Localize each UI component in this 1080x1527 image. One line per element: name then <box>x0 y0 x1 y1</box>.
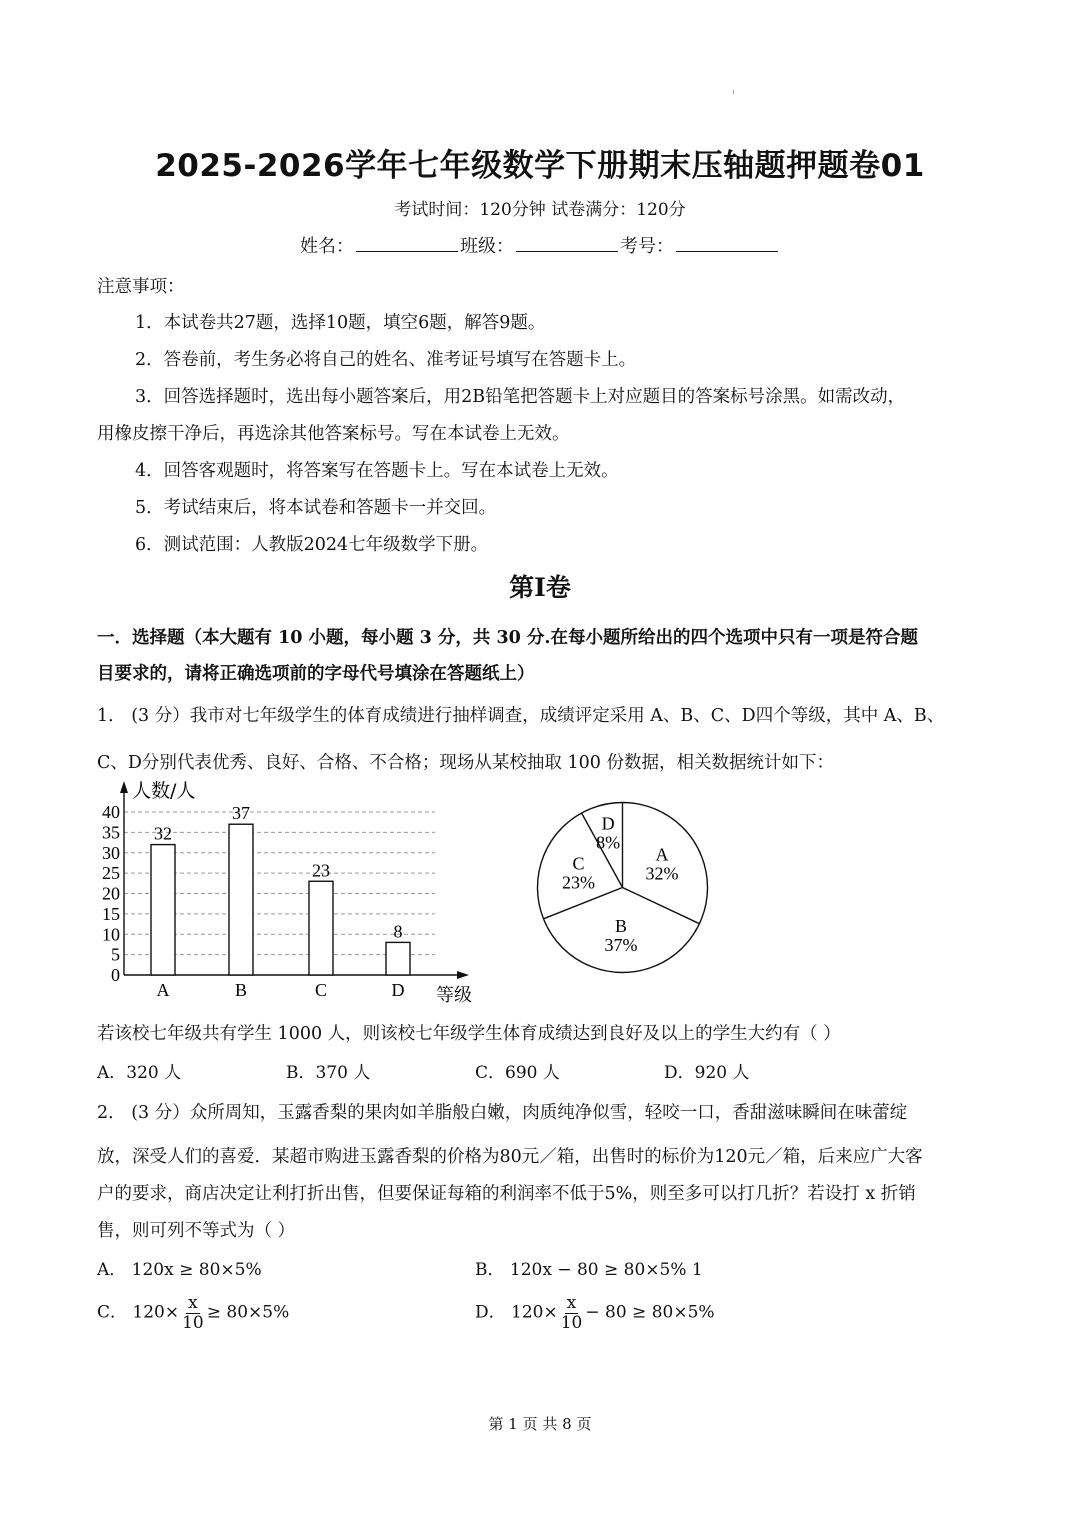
x-axis-title: 等级 <box>436 985 472 1006</box>
bar-value-label: 23 <box>312 860 330 881</box>
question-2-stem-cont: 户的要求，商店决定让利打折出售，但要保证每箱的利润率不低于5%，则至多可以打几折？若设打 x 折销 <box>97 1184 916 1204</box>
notice-heading: 注意事项： <box>97 277 185 297</box>
fraction-numerator: x <box>188 1293 198 1313</box>
pie-slice-percent: 23% <box>562 872 596 893</box>
y-tick-label: 0 <box>111 965 120 985</box>
option-c[interactable] <box>97 1294 289 1332</box>
page-footer: 第 1 页 共 8 页 <box>488 1415 592 1433</box>
bar <box>386 942 410 975</box>
option-d[interactable] <box>475 1294 715 1332</box>
option-c-suffix: ≥ 80×5% <box>206 1302 290 1323</box>
pie-slice-label: C <box>572 853 585 874</box>
number-label: 考号： <box>620 236 674 257</box>
bar-value-label: 32 <box>154 823 172 844</box>
x-tick-label: D <box>391 980 405 1000</box>
pie-slice-percent: 32% <box>645 863 679 884</box>
y-axis-title: 人数/人 <box>132 780 196 802</box>
class-label: 班级： <box>460 236 514 257</box>
bar <box>309 881 333 975</box>
bar-chart <box>90 775 490 1010</box>
pie-slice-percent: 37% <box>604 935 638 956</box>
option-c[interactable]: C．690 人 <box>475 1063 560 1083</box>
notice-item: 5．考试结束后，将本试卷和答题卡一并交回。 <box>135 498 497 518</box>
pie-slice-label: B <box>615 916 628 937</box>
bar <box>151 845 175 975</box>
y-axis-arrow <box>120 781 128 793</box>
question-1-stem-cont: C、D分别代表优秀、良好、合格、不合格；现场从某校抽取 100 份数据，相关数据统计如下： <box>97 753 834 773</box>
notice-item: 4．回答客观题时，将答案写在答题卡上。写在本试卷上无效。 <box>135 461 619 481</box>
pie-chart <box>530 795 715 980</box>
notice-item: 6．测试范围：人教版2024七年级数学下册。 <box>135 535 489 555</box>
pie-slice-percent: 8% <box>596 832 621 853</box>
exam-subtitle: 考试时间：120分钟 试卷满分：120分 <box>394 200 686 220</box>
option-b[interactable]: B．370 人 <box>286 1063 371 1083</box>
name-label: 姓名： <box>300 236 354 257</box>
y-tick-label: 5 <box>111 944 120 965</box>
class-blank[interactable] <box>516 237 618 252</box>
fraction-denominator: 10 <box>560 1312 583 1333</box>
number-blank[interactable] <box>676 237 778 252</box>
section-title: 第Ⅰ卷 <box>509 573 571 602</box>
part1-instructions-cont: 目要求的，请将正确选项前的字母代号填涂在答题纸上） <box>97 664 535 684</box>
x-tick-label: A <box>156 980 170 1000</box>
fraction <box>182 1294 204 1332</box>
y-tick-label: 25 <box>102 863 120 884</box>
bar-value-label: 8 <box>393 921 403 942</box>
notice-item: 2．答卷前，考生务必将自己的姓名、准考证号填写在答题卡上。 <box>135 350 637 370</box>
y-tick-label: 15 <box>102 903 120 924</box>
bar-value-label: 37 <box>232 803 250 824</box>
option-d[interactable]: D．920 人 <box>664 1063 750 1083</box>
option-d-suffix: − 80 ≥ 80×5% <box>585 1302 715 1323</box>
part1-instructions: 一．选择题（本大题有 10 小题，每小题 3 分，共 30 分.在每小题所给出的四个选项中只有一项是符合题 <box>97 628 919 648</box>
option-c-prefix: C． 120× <box>97 1302 180 1323</box>
question-1-stem: 1． (3 分）我市对七年级学生的体育成绩进行抽样调查，成绩评定采用 A、B、C、D四个等级，其中 A、B、 <box>97 706 945 726</box>
y-tick-label: 30 <box>102 842 120 863</box>
pie-slice-label: A <box>655 844 669 865</box>
fraction-denominator: 10 <box>182 1312 204 1333</box>
x-axis-arrow <box>457 971 469 979</box>
fraction <box>561 1294 583 1332</box>
name-blank[interactable] <box>356 237 458 252</box>
student-info-row <box>0 232 1080 258</box>
y-tick-label: 10 <box>102 924 120 945</box>
pie-slice-label: D <box>601 813 615 834</box>
notice-item: 1．本试卷共27题，选择10题，填空6题，解答9题。 <box>135 313 546 333</box>
y-tick-label: 20 <box>102 883 120 904</box>
y-tick-label: 40 <box>102 802 120 822</box>
question-2-stem: 2． (3 分）众所周知，玉露香梨的果肉如羊脂般白嫩，肉质纯净似雪，轻咬一口，香甜滋味瞬间在味蕾绽 <box>97 1103 908 1123</box>
question-2-stem-cont: 售，则可列不等式为（ ） <box>97 1221 296 1241</box>
notice-item: 3．回答选择题时，选出每小题答案后，用2B铅笔把答题卡上对应题目的答案标号涂黑。如需改动， <box>135 387 906 407</box>
option-b[interactable]: B． 120x − 80 ≥ 80×5% 1 <box>475 1260 703 1280</box>
option-a[interactable]: A．320 人 <box>97 1063 182 1083</box>
x-tick-label: B <box>234 980 248 1000</box>
y-tick-label: 35 <box>102 822 120 843</box>
fraction-numerator: x <box>566 1293 577 1313</box>
option-a[interactable]: A． 120x ≥ 80×5% <box>97 1260 262 1280</box>
option-d-prefix: D． 120× <box>475 1302 558 1323</box>
scan-mark <box>733 90 734 94</box>
page-title: 2025-2026学年七年级数学下册期末压轴题押题卷01 <box>155 148 925 184</box>
x-tick-label: C <box>314 980 328 1000</box>
bar <box>229 824 253 975</box>
question-2-stem-cont: 放，深受人们的喜爱．某超市购进玉露香梨的价格为80元／箱，出售时的标价为120元／箱，后来应广大客 <box>97 1147 923 1167</box>
notice-item: 用橡皮擦干净后，再选涂其他答案标号。写在本试卷上无效。 <box>97 424 570 444</box>
question-1-prompt: 若该校七年级共有学生 1000 人，则该校七年级学生体育成绩达到良好及以上的学生大约有（ ） <box>97 1024 841 1044</box>
